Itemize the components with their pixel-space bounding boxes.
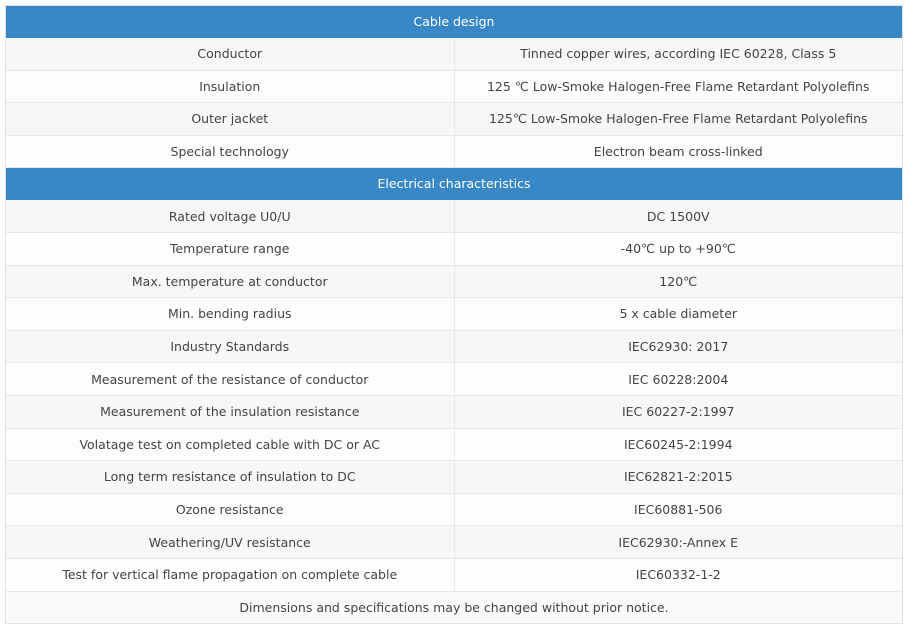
row-value: 125℃ Low-Smoke Halogen-Free Flame Retardant Polyolefins	[454, 103, 902, 136]
row-value: DC 1500V	[454, 200, 902, 233]
row-value: IEC62930: 2017	[454, 330, 902, 363]
row-label: Ozone resistance	[6, 493, 454, 526]
table-row	[6, 265, 902, 298]
row-value: IEC 60228:2004	[454, 363, 902, 396]
row-value: Tinned copper wires, according IEC 60228, Class 5	[454, 38, 902, 71]
row-value: IEC60332-1-2	[454, 558, 902, 591]
row-label: Industry Standards	[6, 330, 454, 363]
table-row	[6, 363, 902, 396]
row-label: Volatage test on completed cable with DC or AC	[6, 428, 454, 461]
table-row	[6, 70, 902, 103]
section-header-cable-design	[6, 6, 902, 38]
spec-table-container	[5, 5, 903, 624]
row-value: 5 x cable diameter	[454, 298, 902, 331]
table-row	[6, 200, 902, 233]
row-label: Conductor	[6, 38, 454, 71]
row-label: Rated voltage U0/U	[6, 200, 454, 233]
table-row	[6, 428, 902, 461]
table-row	[6, 298, 902, 331]
section-header-electrical-characteristics	[6, 168, 902, 200]
table-row	[6, 526, 902, 559]
row-value: 120℃	[454, 265, 902, 298]
row-value: IEC 60227-2:1997	[454, 395, 902, 428]
row-label: Insulation	[6, 70, 454, 103]
row-value: IEC62821-2:2015	[454, 461, 902, 494]
row-label: Measurement of the resistance of conductor	[6, 363, 454, 396]
row-value: IEC60881-506	[454, 493, 902, 526]
row-label: Outer jacket	[6, 103, 454, 136]
row-label: Long term resistance of insulation to DC	[6, 461, 454, 494]
row-value: IEC62930:-Annex E	[454, 526, 902, 559]
row-label: Measurement of the insulation resistance	[6, 395, 454, 428]
table-row	[6, 135, 902, 168]
row-value: Electron beam cross-linked	[454, 135, 902, 168]
table-row	[6, 330, 902, 363]
row-label: Min. bending radius	[6, 298, 454, 331]
section-title: Cable design	[6, 6, 902, 38]
row-label: Max. temperature at conductor	[6, 265, 454, 298]
row-label: Weathering/UV resistance	[6, 526, 454, 559]
row-label: Temperature range	[6, 232, 454, 265]
table-row	[6, 461, 902, 494]
table-row	[6, 38, 902, 71]
section-title: Electrical characteristics	[6, 168, 902, 200]
row-label: Special technology	[6, 135, 454, 168]
row-value: -40℃ up to +90℃	[454, 232, 902, 265]
table-row	[6, 232, 902, 265]
table-row	[6, 395, 902, 428]
footer-note: Dimensions and specifications may be changed without prior notice.	[6, 591, 902, 623]
row-value: 125 ℃ Low-Smoke Halogen-Free Flame Retardant Polyolefins	[454, 70, 902, 103]
row-value: IEC60245-2:1994	[454, 428, 902, 461]
cable-spec-table	[6, 6, 902, 623]
table-row	[6, 493, 902, 526]
table-row	[6, 558, 902, 591]
row-label: Test for vertical flame propagation on complete cable	[6, 558, 454, 591]
footer-row	[6, 591, 902, 623]
table-row	[6, 103, 902, 136]
